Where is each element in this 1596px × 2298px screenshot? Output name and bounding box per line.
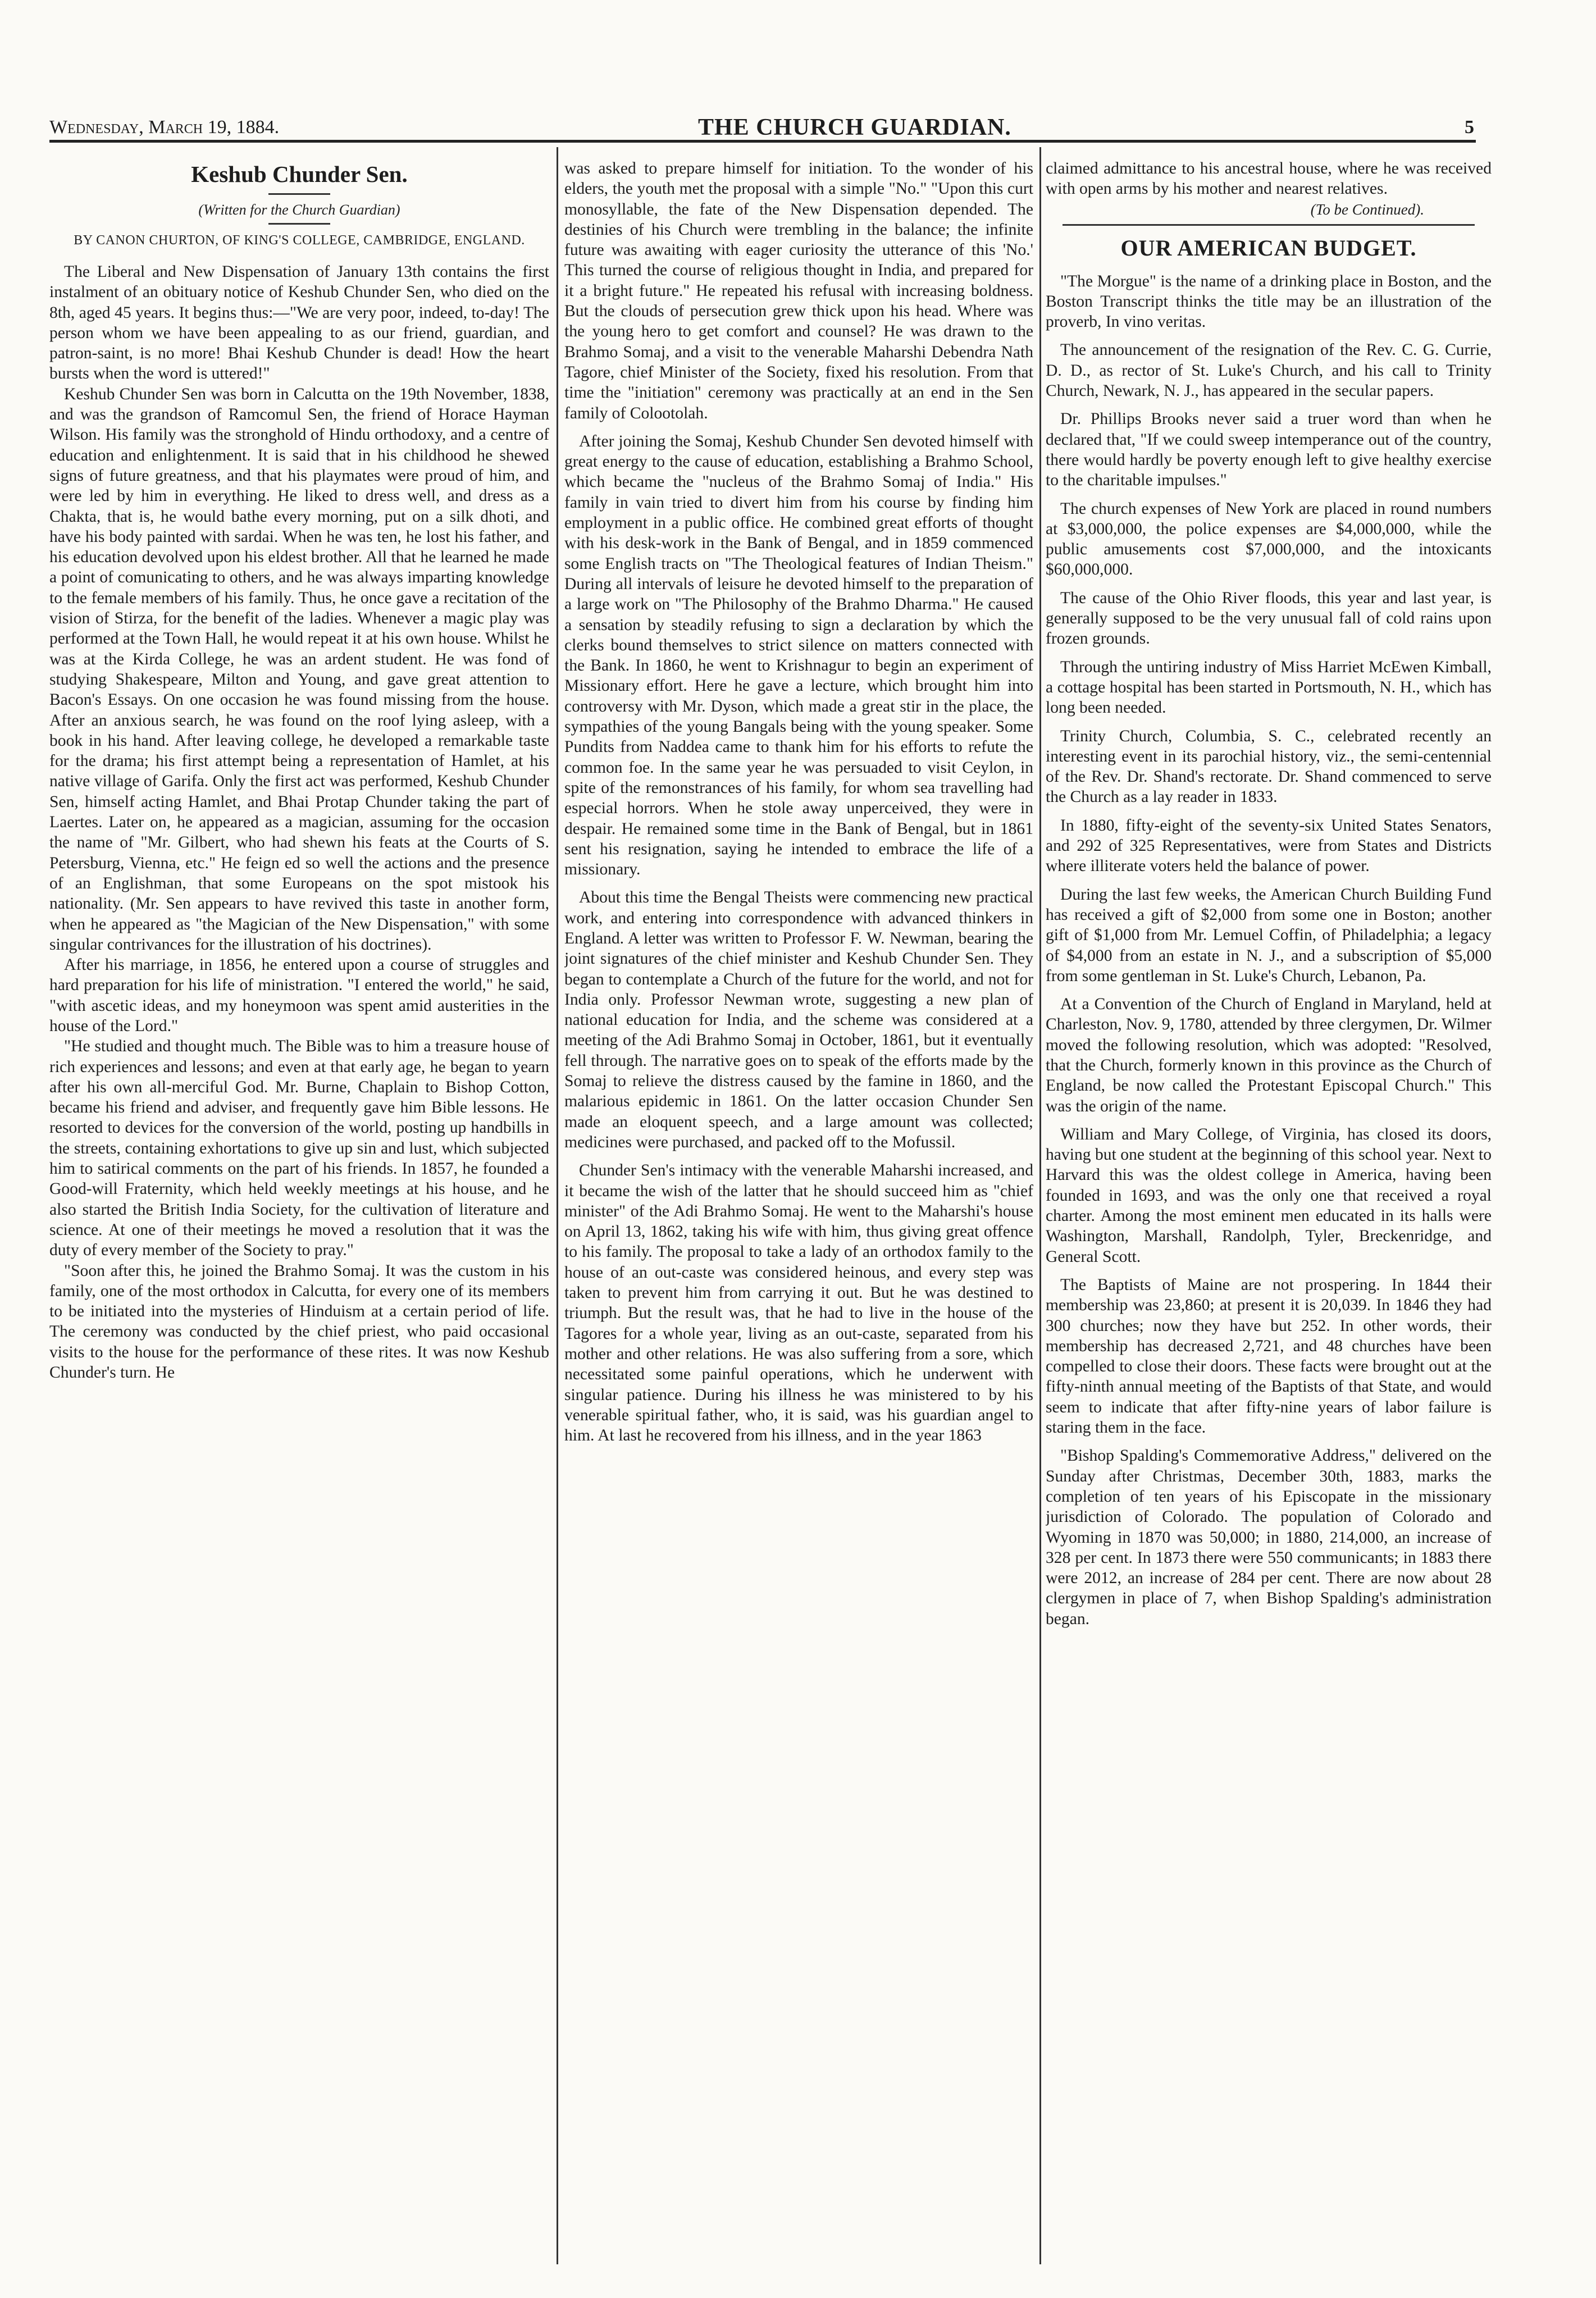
article-paragraph: Keshub Chunder Sen was born in Calcutta on the 19th November, 1838, and was the grandson of Ramcomul Sen, the friend of Horace Hayman Wilson. His family was the stronghold of Hindu orthodoxy, and a centre of education and enlightenment. It is said that in his childhood he shewed signs of future greatness, and that his playmates were proud of him, and were led by him in everything. He liked to dress well, and dress as a Chakta, that is, he would bathe every morning, put on a silk dhoti, and have his body painted with sardai. When he was ten, he lost his father, and his education devolved upon his eldest brother. All that he learned he made a point of comunicating to others, and he was always imparting knowledge to the female members of his family. Thus, he once gave a recitation of the vision of Stirza, for the benefit of the ladies. Whenever a magic play was performed at the Town Hall, he would repeat it at his own house. Whilst he was at the Kirda College, he was an ardent student. He was fond of studying Shakespeare, Milton and Young, and gave great attention to Bacon's Essays. On one occasion he was found missing from the house. After an anxious search, he was found on the roof lying asleep, with a book in his hand. After leaving college, he developed a remarkable taste for the drama; his first attempt being a representation of Hamlet, at his native village of Garifa. Only the first act was performed, Keshub Chunder Sen, himself acting Hamlet, and Bhai Protap Chunder taking the part of Laertes. Later on, he appeared as a magician, assuming for the occasion the name of "Mr. Gilbert, who had shewn his feats at the Courts of S. Petersburg, Vienna, etc." He feign ed so well the actions and the presence of an Englishman, that some Europeans on the spot mistook his nationality. (Mr. Sen appears to have revived this taste in another form, when he appeared as "the Magician of the New Dispensation," with some singular contrivances for the illustration of his doctrines). [49, 385, 549, 954]
article-title: Keshub Chunder Sen. [191, 161, 408, 187]
to-be-continued: (To be Continued). [1310, 200, 1424, 218]
paragraph-gap [1046, 649, 1492, 657]
budget-item: "Bishop Spalding's Commemorative Address," delivered on the Sunday after Christmas, December 30th, 1883, marks the completion of ten years of his Episcopate in the missionary jurisdiction of Colorado. The population of Colorado and Wyoming in 1870 was 50,000; in 1880, 214,000, an increase of 328 per cent. In 1873 there were 550 communicants; in 1883 there were 2012, an increase of 284 per cent. There are now about 28 clergymen in place of 7, when Bishop Spalding's administration began. [1046, 1447, 1492, 1628]
paragraph-gap [564, 879, 1033, 887]
article-paragraph: About this time the Bengal Theists were commencing new practical work, and entering into correspondence with advanced thinkers in England. A letter was written to Professor F. W. Newman, bearing the joint signatures of the chief minister and Keshub Chunder Sen. They began to contemplate a Church of the future for the world, and not for India only. Professor Newman wrote, suggesting a new plan of national education for India, and the scheme was considered at a meeting of the Adi Brahmo Somaj in October, 1861, but it eventually fell through. The narrative goes on to speak of the efforts made by the Somaj to relieve the distress caused by the famine in 1860, and the malarious epidemic in 1861. On the latter occasion Chunder Sen made an eloquent speech, and a large amount was collected; medicines were purchased, and packed off to the Mofussil. [564, 888, 1033, 1151]
budget-heading: OUR AMERICAN BUDGET. [1120, 235, 1417, 261]
budget-item: The church expenses of New York are placed in round numbers at $3,000,000, the police expenses are $4,000,000, while the public amusements cost $7,000,000, and the intoxicants $60,000,000. [1046, 499, 1492, 579]
article-paragraph: "Soon after this, he joined the Brahmo Somaj. It was the custom in his family, one of the most orthodox in Calcutta, for every one of its members to be initiated into the mysteries of Hinduism at a certain period of life. The ceremony was conducted by the chief priest, who paid occasional visits to the house for the performance of these rites. It was now Keshub Chunder's turn. He [49, 1261, 549, 1382]
paragraph-gap [1046, 1438, 1492, 1446]
article-paragraph: was asked to prepare himself for initiation. To the wonder of his elders, the youth met the proposal with a simple "No." "Upon this curt monosyllable, the fate of the New Dispensation depended. The destinies of his Church were trembling in the balance; the infinite future was awaiting with eager curiosity the utterance of this 'No.' This turned the course of religious thought in India, and prepared for it a bright future." He repeated his refusal with increasing boldness. But the clouds of persecution grew thick upon his head. Where was the young hero to get comfort and counsel? He was drawn to the Brahmo Somaj, and a visit to the venerable Maharshi Debendra Nath Tagore, chief Minister of the Society, fixed his resolution. From that time the "initiation" ceremony was practically at an end in the Sen family of Colootolah. [564, 159, 1033, 422]
column-1 [49, 158, 549, 2259]
byline-divider [268, 223, 330, 225]
paragraph-gap [1046, 332, 1492, 340]
article-paragraph: After his marriage, in 1856, he entered upon a course of struggles and hard preparation for his life of ministration. "I entered the world," he said, "with ascetic ideas, and my honeymoon was spent amid austerities in the house of the Lord." [49, 956, 549, 1035]
title-divider [268, 193, 330, 195]
paragraph-gap [1046, 808, 1492, 815]
article-paragraph: "He studied and thought much. The Bible was to him a treasure house of rich experiences and lessons; and even at that early age, he began to yearn after his own all-merciful God. Mr. Burne, Chaplain to Bishop Cotton, became his friend and adviser, and frequently gave him Bible lessons. He resorted to devices for the conversion of the world, posting up handbills in the streets, containing exhortations to give up sin and lust, which subjected him to satirical comments on the part of his friends. In 1857, he founded a Good-will Fraternity, which held weekly meetings at his house, and he also started the British India Society, for the cultivation of literature and science. At one of their meetings he moved a resolution that it was the duty of every member of the Society to pray." [49, 1037, 549, 1260]
column-2 [564, 158, 1033, 2259]
article-paragraph: Chunder Sen's intimacy with the venerable Maharshi increased, and it became the wish of the latter that he should succeed him as "chief minister" of the Adi Brahmo Somaj. He went to the Maharshi's house on April 13, 1862, taking his wife with him, thus giving great offence to his family. The proposal to take a lady of an orthodox family to the house of an out-caste was considered heinous, and every step was taken to prevent him from carrying it out. But he was destined to triumph. But the result was, that he had to live in the house of the Tagores for a whole year, living as an out-caste, separated from his mother and other relations. He was also suffering from a sore, which necessitated some painful operations, which he underwent with singular patience. During his illness he was ministered to by his venerable spiritual father, who, it is said, was his guardian angel to him. At last he recovered from his illness, and in the year 1863 [564, 1161, 1033, 1445]
budget-item: Through the untiring industry of Miss Harriet McEwen Kimball, a cottage hospital has been started in Portsmouth, N. H., which has long been needed. [1046, 658, 1492, 717]
budget-item: William and Mary College, of Virginia, has closed its doors, having but one student at the beginning of this school year. Next to Harvard this was the oldest college in America, having been founded in 1693, and was the only one that received a royal charter. Among the most eminent men educated in its halls were Washington, Marshall, Randolph, Tyler, Breckenridge, and General Scott. [1046, 1125, 1492, 1266]
paragraph-gap [1046, 986, 1492, 994]
budget-item: "The Morgue" is the name of a drinking place in Boston, and the Boston Transcript thinks the title may be an illustration of the proverb, In vino veritas. [1046, 272, 1492, 331]
budget-item: The Baptists of Maine are not prospering. In 1844 their membership was 23,860; at present it is 20,039. In 1846 they had 300 churches; now they have but 252. In other words, their membership has decreased 2,721, and 48 churches have been compelled to close their doors. These facts were brought out at the fifty-ninth annual meeting of the Baptists of that State, and would seem to indicate that after fifty-nine years of labor failure is staring them in the face. [1046, 1275, 1492, 1437]
article-paragraph: claimed admittance to his ancestral house, where he was received with open arms by his mother and nearest relatives. [1046, 159, 1492, 198]
budget-item: The cause of the Ohio River floods, this year and last year, is generally supposed to be the very unusual fall of cold rains upon frozen grounds. [1046, 589, 1492, 648]
paragraph-gap [564, 423, 1033, 431]
budget-item: During the last few weeks, the American Church Building Fund has received a gift of $2,000 from some one in Boston; another gift of $1,000 from Mr. Lemuel Coffin, of Philadelphia; a legacy of $4,000 from an estate in N. J., and a subscription of $5,000 from some gentleman in St. Luke's Church, Lebanon, Pa. [1046, 885, 1492, 985]
budget-item: Dr. Phillips Brooks never said a truer word than when he declared that, "If we could sweep intemperance out of the country, there would hardly be poverty enough left to give healthy exercise to the charitable impulses." [1046, 410, 1492, 490]
paragraph-gap [564, 1152, 1033, 1160]
paragraph-gap [1046, 580, 1492, 588]
page-header [49, 115, 1476, 143]
article-paragraph: After joining the Somaj, Keshub Chunder Sen devoted himself with great energy to the cause of education, establishing a Brahmo School, which became the "nucleus of the Brahmo Somaj of India." His family in vain tried to divert him from his course by finding him employment in a public office. He combined great efforts of thought with his desk-work in the Bank of Bengal, and in 1859 commenced some English tracts on "The Theological features of Indian Theism." During all intervals of leisure he devoted himself to the preparation of a large work on "The Philosophy of the Brahmo Dharma." He caused a sensation by steadily refusing to sign a declaration by which the clerks bound themselves to strict silence on matters connected with the Bank. In 1860, he went to Krishnagur to begin an experiment of Missionary effort. Here he gave a lecture, which brought him into controversy with Mr. Dyson, which made a great stir in the place, the sympathies of the young Bangals being with the young speaker. Some Pundits from Naddea came to thank him for his efforts to refute the common foe. In the same year he was persuaded to visit Ceylon, in spite of the remonstrances of his family, for whom sea travelling had especial horrors. When he stole away unperceived, they were in despair. He remained some time in the Bank of Bengal, but in 1861 sent his resignation, saying he intended to embrace the life of a missionary. [564, 432, 1033, 879]
paragraph-gap [1046, 491, 1492, 499]
paragraph-gap [1046, 718, 1492, 726]
paragraph-gap [1046, 877, 1492, 884]
budget-item: Trinity Church, Columbia, S. C., celebrated recently an interesting event in its parochial history, viz., the semi-centennial of the Rev. Dr. Shand's rectorate. Dr. Shand commenced to serve the Church as a lay reader in 1833. [1046, 727, 1492, 806]
section-divider [1063, 224, 1475, 226]
column-rule [557, 147, 558, 2264]
article-paragraph: The Liberal and New Dispensation of January 13th contains the first instalment of an obituary notice of Keshub Chunder Sen, who died on the 8th, aged 45 years. It begins thus:—"We are very poor, indeed, to-day! The person whom we have been appealing to as our friend, guardian, and patron-saint, is no more! Bhai Keshub Chunder is dead! How the heart bursts when the word is uttered!" [49, 263, 549, 383]
budget-item: At a Convention of the Church of England in Maryland, held at Charleston, Nov. 9, 1780, attended by three clergymen, Dr. Wilmer moved the following resolution, which was adopted: "Resolved, that the Church, formerly known in this province as the Church of England, be now called the Protestant Episcopal Church." This was the origin of the name. [1046, 995, 1492, 1115]
budget-item: The announcement of the resignation of the Rev. C. G. Currie, D. D., as rector of St. Luke's Church, and his call to Trinity Church, Newark, N. J., has appeared in the secular papers. [1046, 341, 1492, 400]
page-number: 5 [1465, 117, 1474, 138]
column-rule [1039, 147, 1041, 2264]
column-3 [1046, 158, 1492, 2259]
article-author: BY CANON CHURTON, OF KING'S COLLEGE, CAMBRIDGE, ENGLAND. [74, 233, 525, 248]
article-byline: (Written for the Church Guardian) [198, 202, 400, 218]
issue-date: Wednesday, March 19, 1884. [49, 117, 280, 138]
paragraph-gap [1046, 401, 1492, 409]
budget-item: In 1880, fifty-eight of the seventy-six United States Senators, and 292 of 325 Representatives, were from States and Districts where illiterate voters held the balance of power. [1046, 816, 1492, 876]
paragraph-gap [1046, 1116, 1492, 1124]
paper-title: THE CHURCH GUARDIAN. [698, 115, 1011, 140]
paragraph-gap [1046, 1267, 1492, 1275]
